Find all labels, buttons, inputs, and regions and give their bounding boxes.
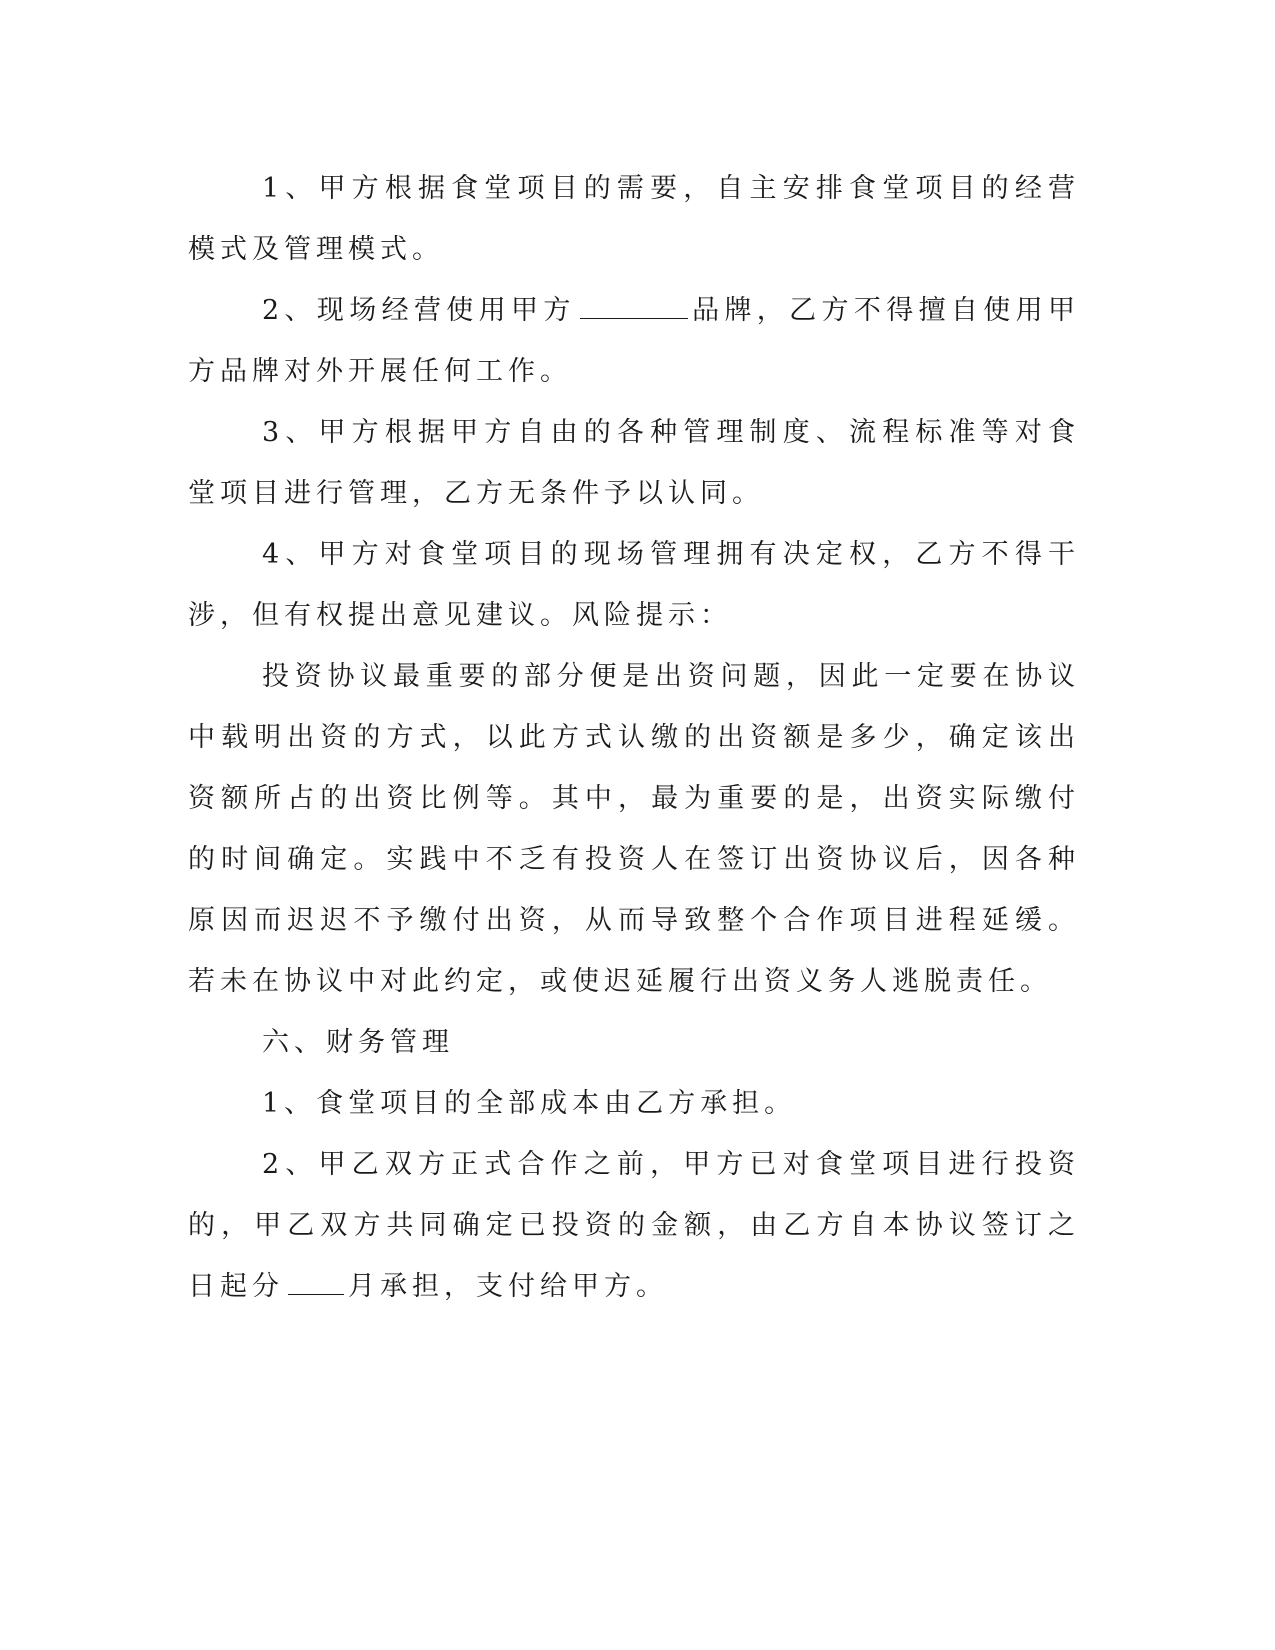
paragraph-2-text-before: 2、现场经营使用甲方: [262, 295, 576, 326]
paragraph-2: [188, 280, 1080, 402]
months-blank-line: [288, 1266, 344, 1295]
paragraph-3-text: 3、甲方根据甲方自由的各种管理制度、流程标准等对食堂项目进行管理，乙方无条件予以认同。: [188, 417, 1080, 509]
section-heading-text: 六、财务管理: [262, 1027, 454, 1058]
paragraph-3: [188, 402, 1080, 524]
section-heading-finance: [188, 1012, 1080, 1073]
paragraph-4-text: 4、甲方对食堂项目的现场管理拥有决定权，乙方不得干涉，但有权提出意见建议。风险提示：: [188, 539, 1080, 631]
risk-note-paragraph: [188, 646, 1080, 1012]
risk-note-text: 投资协议最重要的部分便是出资问题，因此一定要在协议中载明出资的方式，以此方式认缴的出资额是多少，确定该出资额所占的出资比例等。其中，最为重要的是，出资实际缴付的时间确定。实践中不乏有投资人在签订出资协议后，因各种原因而迟迟不予缴付出资，从而导致整个合作项目进程延缓。若未在协议中对此约定，或使迟延履行出资义务人逃脱责任。: [188, 661, 1080, 997]
paragraph-4: [188, 524, 1080, 646]
document-body: [188, 158, 1080, 1317]
paragraph-1-text: 1、甲方根据食堂项目的需要，自主安排食堂项目的经营模式及管理模式。: [188, 173, 1080, 265]
finance-paragraph-2-text-before: 2、甲乙双方正式合作之前，甲方已对食堂项目进行投资的，甲乙双方共同确定已投资的金额，由乙方自本协议签订之日起分: [188, 1149, 1080, 1302]
finance-paragraph-2: [188, 1134, 1080, 1317]
paragraph-1: [188, 158, 1080, 280]
paragraph-2-text-after: 品牌，乙方不得擅自使用甲方品牌对外开展任何工作。: [188, 295, 1080, 387]
brand-blank-line: [580, 290, 688, 319]
finance-paragraph-2-text-after: 月承担，支付给甲方。: [348, 1271, 668, 1302]
finance-paragraph-1: [188, 1073, 1080, 1134]
finance-paragraph-1-text: 1、食堂项目的全部成本由乙方承担。: [262, 1088, 797, 1119]
